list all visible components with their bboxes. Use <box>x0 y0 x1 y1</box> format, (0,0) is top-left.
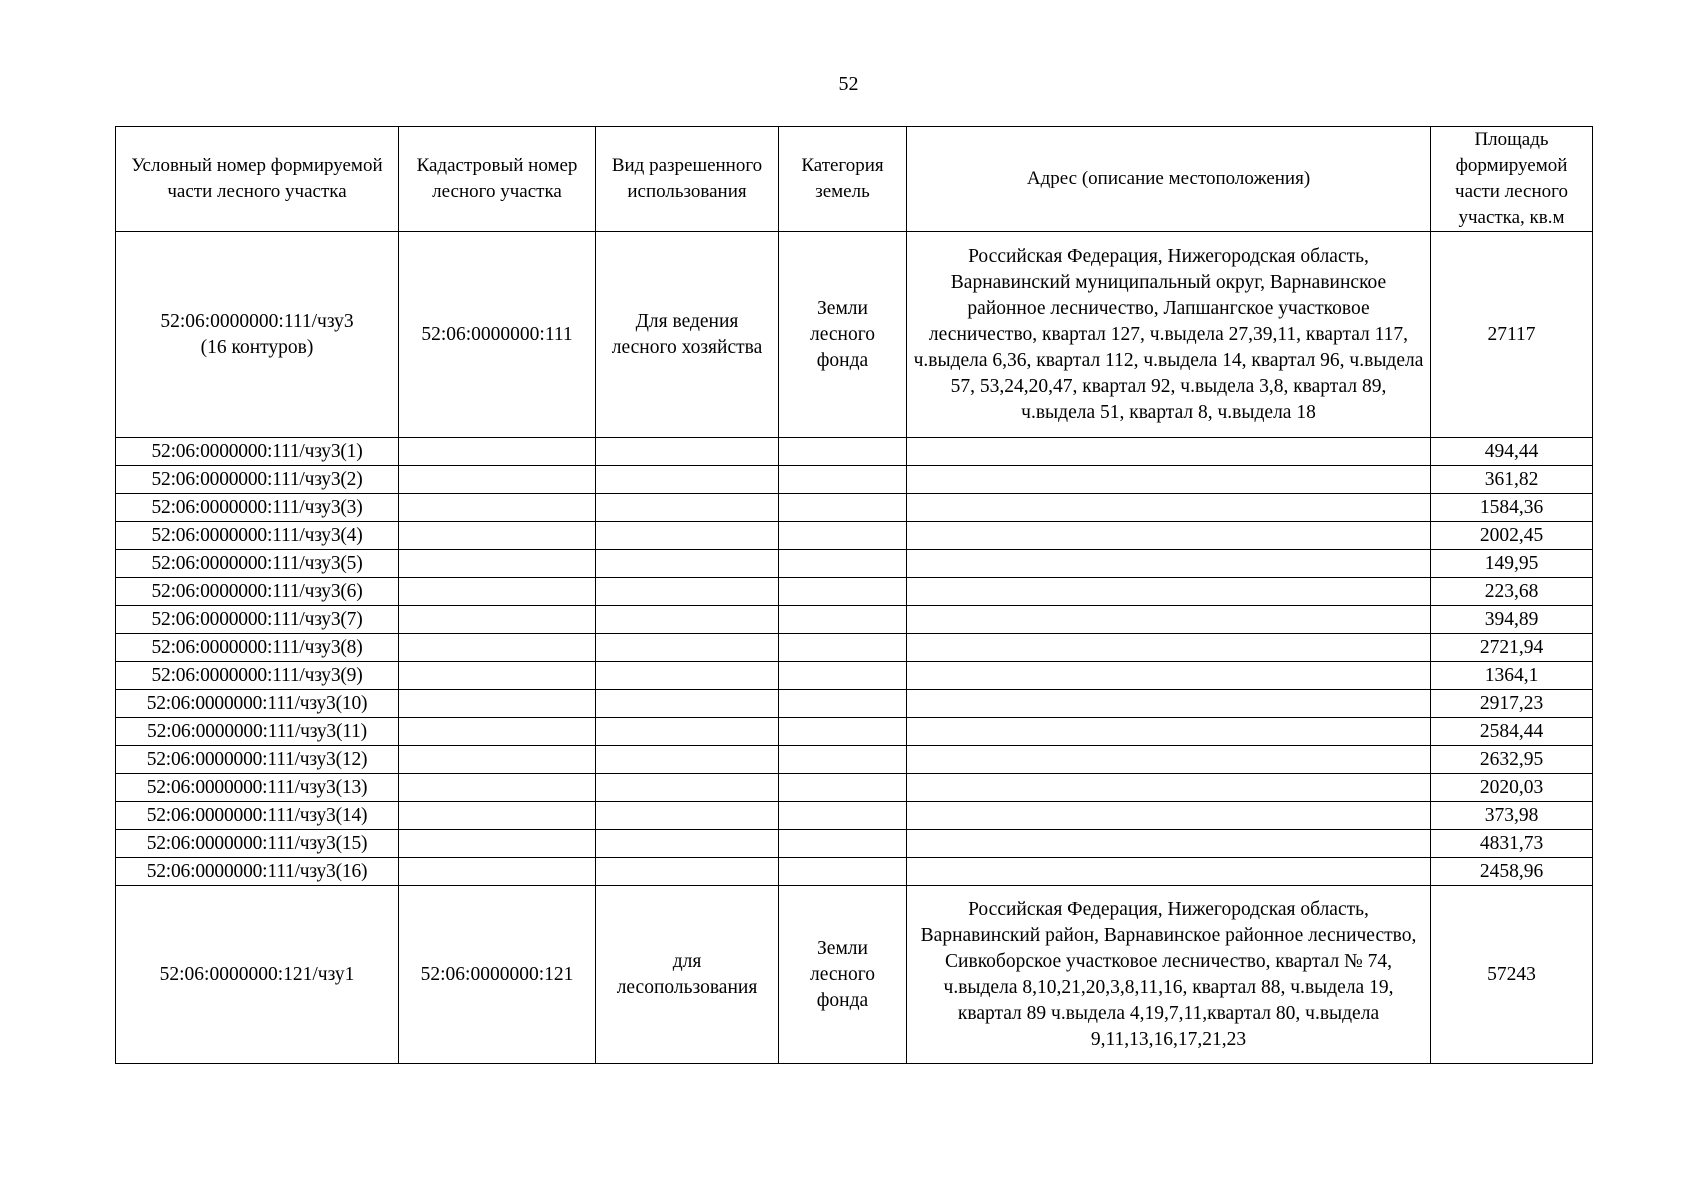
contour-cadastral-empty <box>399 718 596 746</box>
contour-area: 149,95 <box>1431 550 1593 578</box>
contour-category-empty <box>779 522 907 550</box>
contour-address-empty <box>907 494 1431 522</box>
contour-category-empty <box>779 550 907 578</box>
contour-number: 52:06:0000000:111/чзу3(11) <box>116 718 399 746</box>
contour-area: 361,82 <box>1431 466 1593 494</box>
contour-use-empty <box>596 438 779 466</box>
contour-number: 52:06:0000000:111/чзу3(16) <box>116 858 399 886</box>
table-row-contour <box>116 690 1593 718</box>
contour-cadastral-empty <box>399 606 596 634</box>
contour-cadastral-empty <box>399 746 596 774</box>
contour-cadastral-empty <box>399 830 596 858</box>
contour-use-empty <box>596 774 779 802</box>
header-cadastral-number: Кадастровый номер лесного участка <box>399 127 596 232</box>
contour-number: 52:06:0000000:111/чзу3(13) <box>116 774 399 802</box>
record1-category: Земли лесного фонда <box>779 232 907 438</box>
record2-area: 57243 <box>1431 886 1593 1064</box>
contour-area: 2458,96 <box>1431 858 1593 886</box>
table-row-contour <box>116 494 1593 522</box>
contour-category-empty <box>779 438 907 466</box>
table-row-contour <box>116 802 1593 830</box>
contour-use-empty <box>596 746 779 774</box>
contour-cadastral-empty <box>399 550 596 578</box>
contour-area: 1364,1 <box>1431 662 1593 690</box>
contour-number: 52:06:0000000:111/чзу3(14) <box>116 802 399 830</box>
contour-cadastral-empty <box>399 438 596 466</box>
record1-contours-count: (16 контуров) <box>200 336 314 358</box>
contour-use-empty <box>596 550 779 578</box>
record1-address: Российская Федерация, Нижегородская область, Варнавинский муниципальный округ, Варнавинское районное лесничество, Лапшангское участковое лесничество, квартал 127, ч.выдела 27,39,11, квартал 117, ч.выдела 6,36, квартал 112, ч.выдела 14, квартал 96, ч.выдела 57, 53,24,20,47, квартал 92, ч.выдела 3,8, квартал 89, ч.выдела 51, квартал 8, ч.выдела 18 <box>907 232 1431 438</box>
contour-number: 52:06:0000000:111/чзу3(3) <box>116 494 399 522</box>
contour-number: 52:06:0000000:111/чзу3(8) <box>116 634 399 662</box>
table-header-row <box>116 127 1593 232</box>
table-row-contour <box>116 634 1593 662</box>
contour-address-empty <box>907 606 1431 634</box>
contour-area: 4831,73 <box>1431 830 1593 858</box>
record1-number: 52:06:0000000:111/чзу3 <box>160 310 354 332</box>
table-row-contour <box>116 718 1593 746</box>
contour-cadastral-empty <box>399 522 596 550</box>
contour-use-empty <box>596 494 779 522</box>
contour-address-empty <box>907 438 1431 466</box>
contour-category-empty <box>779 718 907 746</box>
contour-number: 52:06:0000000:111/чзу3(15) <box>116 830 399 858</box>
contour-cadastral-empty <box>399 578 596 606</box>
table-row-contour <box>116 662 1593 690</box>
record2-address: Российская Федерация, Нижегородская область, Варнавинский район, Варнавинское районное лесничество, Сивкоборское участковое лесничество, квартал № 74, ч.выдела 8,10,21,20,3,8,11,16, квартал 88, ч.выдела 19, квартал 89 ч.выдела 4,19,7,11,квартал 80, ч.выдела 9,11,13,16,17,21,23 <box>907 886 1431 1064</box>
contour-category-empty <box>779 466 907 494</box>
contour-use-empty <box>596 466 779 494</box>
contour-address-empty <box>907 746 1431 774</box>
header-permitted-use: Вид разрешенного использования <box>596 127 779 232</box>
contour-area: 2917,23 <box>1431 690 1593 718</box>
contour-area: 2002,45 <box>1431 522 1593 550</box>
land-plots-table <box>115 126 1593 1064</box>
contour-cadastral-empty <box>399 634 596 662</box>
contour-use-empty <box>596 830 779 858</box>
contour-cadastral-empty <box>399 466 596 494</box>
contour-use-empty <box>596 578 779 606</box>
table-row-contour <box>116 606 1593 634</box>
table-row-contour <box>116 858 1593 886</box>
contour-area: 373,98 <box>1431 802 1593 830</box>
contour-number: 52:06:0000000:111/чзу3(4) <box>116 522 399 550</box>
contour-number: 52:06:0000000:111/чзу3(9) <box>116 662 399 690</box>
contour-address-empty <box>907 690 1431 718</box>
contour-address-empty <box>907 830 1431 858</box>
contour-address-empty <box>907 522 1431 550</box>
contour-cadastral-empty <box>399 858 596 886</box>
contour-use-empty <box>596 802 779 830</box>
contour-address-empty <box>907 550 1431 578</box>
contour-number: 52:06:0000000:111/чзу3(7) <box>116 606 399 634</box>
record1-number-cell <box>116 232 399 438</box>
contour-use-empty <box>596 662 779 690</box>
contour-number: 52:06:0000000:111/чзу3(6) <box>116 578 399 606</box>
record2-number: 52:06:0000000:121/чзу1 <box>116 886 399 1064</box>
table-row-contour <box>116 746 1593 774</box>
contour-area: 1584,36 <box>1431 494 1593 522</box>
header-address: Адрес (описание местоположения) <box>907 127 1431 232</box>
contour-address-empty <box>907 466 1431 494</box>
contour-category-empty <box>779 774 907 802</box>
table-row-contour <box>116 830 1593 858</box>
contour-number: 52:06:0000000:111/чзу3(1) <box>116 438 399 466</box>
contour-area: 2584,44 <box>1431 718 1593 746</box>
contour-area: 223,68 <box>1431 578 1593 606</box>
contour-cadastral-empty <box>399 690 596 718</box>
contour-use-empty <box>596 718 779 746</box>
table-row-contour <box>116 578 1593 606</box>
page-number: 52 <box>838 73 859 95</box>
contour-number: 52:06:0000000:111/чзу3(2) <box>116 466 399 494</box>
contour-number: 52:06:0000000:111/чзу3(5) <box>116 550 399 578</box>
header-area: Площадь формируемой части лесного участка, кв.м <box>1431 127 1593 232</box>
contour-area: 2721,94 <box>1431 634 1593 662</box>
contour-area: 494,44 <box>1431 438 1593 466</box>
contour-category-empty <box>779 830 907 858</box>
contour-use-empty <box>596 606 779 634</box>
contour-use-empty <box>596 634 779 662</box>
record1-area: 27117 <box>1431 232 1593 438</box>
contour-use-empty <box>596 690 779 718</box>
contour-category-empty <box>779 746 907 774</box>
contour-address-empty <box>907 662 1431 690</box>
contour-category-empty <box>779 606 907 634</box>
contour-area: 394,89 <box>1431 606 1593 634</box>
contour-cadastral-empty <box>399 774 596 802</box>
header-land-category: Категория земель <box>779 127 907 232</box>
table-row-record-1 <box>116 232 1593 438</box>
contour-use-empty <box>596 858 779 886</box>
contour-area: 2020,03 <box>1431 774 1593 802</box>
contour-address-empty <box>907 634 1431 662</box>
contour-category-empty <box>779 802 907 830</box>
table-body <box>116 232 1593 1064</box>
table-row-contour <box>116 438 1593 466</box>
contour-category-empty <box>779 494 907 522</box>
contour-category-empty <box>779 634 907 662</box>
contour-category-empty <box>779 662 907 690</box>
contour-category-empty <box>779 858 907 886</box>
record2-cadastral: 52:06:0000000:121 <box>399 886 596 1064</box>
table-row-contour <box>116 466 1593 494</box>
record2-use: для лесопользования <box>596 886 779 1064</box>
contour-address-empty <box>907 802 1431 830</box>
contour-address-empty <box>907 578 1431 606</box>
contour-cadastral-empty <box>399 494 596 522</box>
contour-number: 52:06:0000000:111/чзу3(10) <box>116 690 399 718</box>
record1-cadastral: 52:06:0000000:111 <box>399 232 596 438</box>
contour-category-empty <box>779 578 907 606</box>
table-row-record-2 <box>116 886 1593 1064</box>
table-row-contour <box>116 774 1593 802</box>
contour-area: 2632,95 <box>1431 746 1593 774</box>
table-row-contour <box>116 522 1593 550</box>
header-conditional-number: Условный номер формируемой части лесного участка <box>116 127 399 232</box>
contour-address-empty <box>907 858 1431 886</box>
contour-category-empty <box>779 690 907 718</box>
record1-use: Для ведения лесного хозяйства <box>596 232 779 438</box>
table-row-contour <box>116 550 1593 578</box>
contour-address-empty <box>907 774 1431 802</box>
contour-cadastral-empty <box>399 802 596 830</box>
contour-number: 52:06:0000000:111/чзу3(12) <box>116 746 399 774</box>
contour-address-empty <box>907 718 1431 746</box>
contour-cadastral-empty <box>399 662 596 690</box>
record2-category: Земли лесного фонда <box>779 886 907 1064</box>
contour-use-empty <box>596 522 779 550</box>
